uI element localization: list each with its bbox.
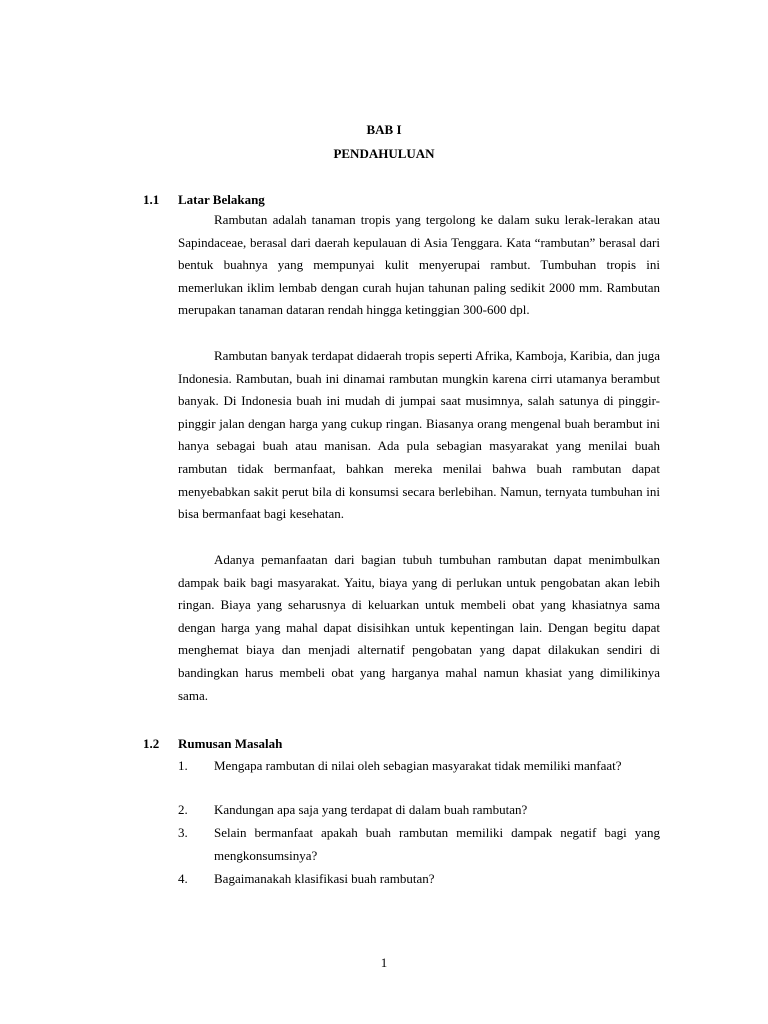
chapter-title: PENDAHULUAN [333, 146, 435, 161]
list-item-text: Selain bermanfaat apakah buah rambutan memiliki dampak negatif bagi yang mengkonsumsinya? [214, 825, 660, 863]
section-title: Rumusan Masalah [178, 736, 283, 751]
paragraph [178, 345, 660, 526]
paragraph-text: Rambutan adalah tanaman tropis yang tergolong ke dalam suku lerak-lerakan atau Sapindaceae, berasal dari daerah kepulauan di Asia Tenggara. Kata “rambutan” berasal dari bentuk buahnya yang mempunyai kulit menyerupai rambut. Tumbuhan tropis ini memerlukan iklim lembab dengan curah hujan tahunan paling sedikit 2000 mm. Rambutan merupakan tanaman dataran rendah hingga ketinggian 300-600 dpl. [178, 212, 660, 318]
section-title: Latar Belakang [178, 192, 265, 207]
chapter-label: BAB I [366, 122, 402, 137]
list-item-number: 4. [178, 871, 188, 886]
list-item-text: Bagaimanakah klasifikasi buah rambutan? [214, 871, 435, 886]
paragraph-text: Adanya pemanfaatan dari bagian tubuh tumbuhan rambutan dapat menimbulkan dampak baik bagi masyarakat. Yaitu, biaya yang di perlukan untuk pengobatan akan lebih ringan. Biaya yang seharusnya di keluarkan untuk membeli obat yang khasiatnya sama dengan harga yang mahal dapat disisihkan untuk kepentingan lain. Dengan begitu dapat menghemat biaya dan menjadi alternatif pengobatan yang dapat dilakukan sendiri di bandingkan harus membeli obat yang harganya mahal namun khasiat yang dimilikinya sama. [178, 552, 660, 703]
list-item-number: 2. [178, 802, 188, 817]
list-item-text: Kandungan apa saja yang terdapat di dalam buah rambutan? [214, 802, 528, 817]
paragraph [178, 549, 660, 707]
page-number: 1 [380, 955, 388, 970]
list-item-number: 1. [178, 758, 188, 773]
section-number: 1.2 [143, 736, 160, 751]
list-item-text: Mengapa rambutan di nilai oleh sebagian masyarakat tidak memiliki manfaat? [214, 758, 622, 773]
section-number: 1.1 [143, 192, 160, 207]
paragraph [178, 209, 660, 322]
list-item-number: 3. [178, 825, 188, 840]
paragraph-text: Rambutan banyak terdapat didaerah tropis seperti Afrika, Kamboja, Karibia, dan juga Indonesia. Rambutan, buah ini dinamai rambutan mungkin karena cirri utamanya berambut banyak. Di Indonesia buah ini mudah di jumpai saat musimnya, salah satunya di pinggir-pinggir jalan dengan harga yang cukup ringan. Biasanya orang mengenal buah berambut ini hanya sebagai buah atau manisan. Ada pula sebagian masyarakat yang menilai buah rambutan tidak bermanfaat, bahkan mereka menilai bahwa buah rambutan dapat menyebabkan sakit perut bila di konsumsi secara berlebihan. Namun, ternyata tumbuhan ini bisa bermanfaat bagi kesehatan. [178, 348, 660, 522]
